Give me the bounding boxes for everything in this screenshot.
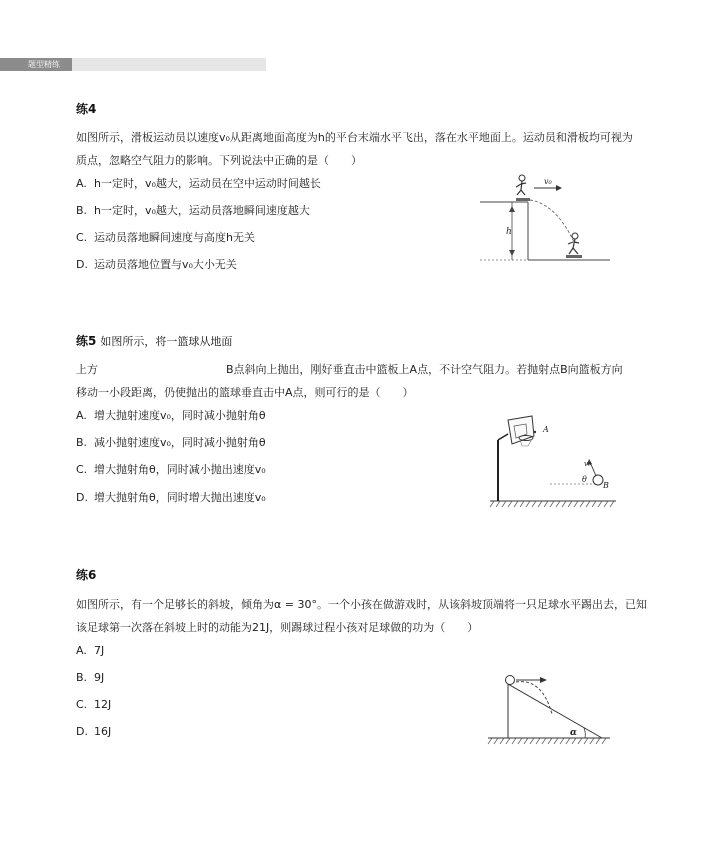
- option-text: h一定时，v₀越大，运动员在空中运动时间越长: [94, 177, 321, 190]
- ex4-option-b: [76, 204, 310, 218]
- ex6-option-a: [76, 644, 104, 658]
- option-letter: A.: [76, 177, 87, 190]
- option-letter: D.: [76, 258, 88, 271]
- option-text: 增大抛射角θ，同时减小抛出速度v₀: [94, 463, 266, 476]
- ex4-skateboard-figure: [478, 170, 618, 265]
- ex5-option-b: [76, 436, 266, 450]
- ex4-title: 练4: [76, 102, 97, 116]
- header-label: 题型精练: [28, 60, 60, 69]
- option-letter: D.: [76, 491, 88, 504]
- option-letter: B.: [76, 204, 88, 217]
- ex5-v0-label: v₀: [584, 460, 591, 468]
- option-text: 12J: [94, 698, 112, 711]
- ex5-option-a: [76, 409, 266, 423]
- ex6-alpha-label: α: [570, 728, 577, 738]
- ex6-option-c: [76, 698, 111, 712]
- option-text: 运动员落地位置与v₀大小无关: [94, 258, 237, 271]
- ex6-title: 练6: [76, 568, 97, 582]
- ex6-stem-line2: 该足球第一次落在斜坡上时的动能为21J，则踢球过程小孩对足球做的功为（ ）: [76, 621, 479, 634]
- ex6-stem-line1: 如图所示，有一个足够长的斜坡，倾角为α = 30°。一个小孩在做游戏时，从该斜坡顶端将一只足球水平踢出去，已知: [76, 598, 647, 611]
- ex5-stem-line1a: 上方: [76, 363, 98, 376]
- option-letter: B.: [76, 436, 88, 449]
- ex5-option-d: [76, 491, 266, 505]
- ex5-title-number: 练5: [76, 334, 97, 348]
- ex5-theta-label: θ: [582, 475, 587, 484]
- ex5-basketball-figure: [488, 412, 618, 510]
- option-letter: B.: [76, 671, 88, 684]
- ex4-option-a: [76, 177, 321, 191]
- option-letter: C.: [76, 698, 88, 711]
- option-letter: A.: [76, 644, 87, 657]
- ex6-option-d: [76, 725, 111, 739]
- option-letter: A.: [76, 409, 87, 422]
- option-text: 16J: [94, 725, 112, 738]
- ex4-h-label: h: [506, 227, 512, 237]
- ex5-title: [76, 332, 232, 349]
- option-letter: D.: [76, 725, 88, 738]
- option-text: 增大抛射速度v₀，同时减小抛射角θ: [94, 409, 266, 422]
- ex4-option-c: [76, 231, 255, 245]
- ex4-stem-line1: 如图所示，滑板运动员以速度v₀从距离地面高度为h的平台末端水平飞出，落在水平地面上。运动员和滑板均可视为: [76, 131, 633, 144]
- ex5-option-c: [76, 463, 266, 477]
- ex4-option-d: [76, 258, 237, 272]
- option-text: 7J: [94, 644, 105, 657]
- option-text: 增大抛射角θ，同时增大抛出速度v₀: [94, 491, 266, 504]
- ex5-stem-line2: 移动一小段距离，仍使抛出的篮球垂直击中A点，则可行的是（ ）: [76, 386, 414, 399]
- ex6-slope-figure: [486, 672, 616, 746]
- ex4-v0-label: v₀: [544, 177, 552, 186]
- option-text: 减小抛射速度v₀，同时减小抛射角θ: [94, 436, 266, 449]
- ex5-b-label: B: [603, 481, 609, 490]
- option-letter: C.: [76, 231, 88, 244]
- ex6-option-b: [76, 671, 104, 685]
- ex5-stem-line1b: B点斜向上抛出，刚好垂直击中篮板上A点，不计空气阻力。若抛射点B向篮板方向: [226, 363, 623, 376]
- option-letter: C.: [76, 463, 88, 476]
- option-text: h一定时，v₀越大，运动员落地瞬间速度越大: [94, 204, 310, 217]
- ex4-stem-line2: 质点，忽略空气阻力的影响。下列说法中正确的是（ ）: [76, 154, 362, 167]
- ex5-a-label: A: [543, 425, 549, 434]
- option-text: 运动员落地瞬间速度与高度h无关: [94, 231, 255, 244]
- ex5-title-tail: 如图所示，将一篮球从地面: [100, 335, 233, 348]
- option-text: 9J: [94, 671, 105, 684]
